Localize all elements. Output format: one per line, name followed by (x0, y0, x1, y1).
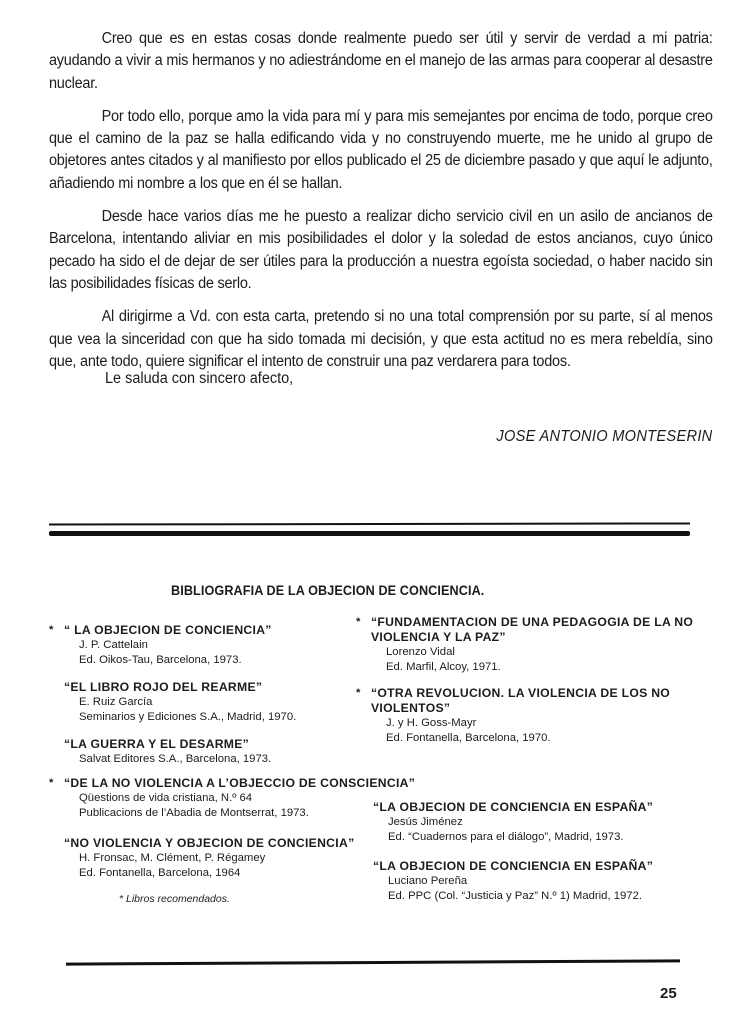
entry-line: Ed. Fontanella, Barcelona, 1970. (386, 732, 551, 744)
entry-title: “LA OBJECION DE CONCIENCIA EN ESPAÑA” (373, 800, 654, 814)
letter-signature: JOSE ANTONIO MONTESERIN (496, 428, 713, 445)
entry-title: “LA GUERRA Y EL DESARME” (64, 737, 250, 751)
letter-closing: Le saluda con sincero afecto, (105, 370, 294, 387)
bibliography-entry (64, 680, 364, 725)
bibliography-entry (373, 800, 713, 845)
entry-title: “ LA OBJECION DE CONCIENCIA” (64, 623, 272, 637)
entry-line: Ed. PPC (Col. “Justicia y Paz” N.º 1) Madrid, 1972. (388, 890, 642, 902)
page-number: 25 (660, 985, 677, 1002)
divider-bottom (66, 959, 680, 965)
letter-body (49, 28, 713, 445)
entry-line: Salvat Editores S.A., Barcelona, 1973. (79, 753, 272, 765)
entry-line: Ed. Marfil, Alcoy, 1971. (386, 661, 501, 673)
entry-line: Ed. Fontanella, Barcelona, 1964 (79, 867, 241, 879)
entry-title: “OTRA REVOLUCION. LA VIOLENCIA DE LOS NO VIOLENTOS” (371, 686, 671, 715)
divider-thin (49, 522, 690, 525)
entry-line: J. y H. Goss-Mayr (386, 717, 477, 729)
entry-line: Ed. Oikos-Tau, Barcelona, 1973. (79, 654, 242, 666)
letter-paragraph: Al dirigirme a Vd. con esta carta, pretendo si no una total comprensión por su parte, sí al menos que vea la sinceridad con que ha sido tomada mi decisión, y que esta actitud no es mera rebeldía, sino que, ante todo, quiere significar el intento de construir una paz verdarera para todos. (49, 308, 713, 370)
bibliography-title: BIBLIOGRAFIA DE LA OBJECION DE CONCIENCIA. (171, 583, 485, 598)
entry-line: Ed. “Cuadernos para el diálogo”, Madrid, 1973. (388, 831, 624, 843)
entry-line: Qüestions de vida cristiana, N.º 64 (79, 792, 253, 804)
entry-line: Lorenzo Vidal (386, 646, 455, 658)
entry-line: Seminarios y Ediciones S.A., Madrid, 1970. (79, 711, 297, 723)
entry-title: “FUNDAMENTACION DE UNA PEDAGOGIA DE LA NO VIOLENCIA Y LA PAZ” (371, 615, 694, 644)
entry-title: “EL LIBRO ROJO DEL REARME” (64, 680, 263, 694)
recommended-marker: * (356, 616, 361, 628)
divider-thick (49, 531, 690, 536)
bibliography-entry (356, 615, 701, 675)
entry-title: “LA OBJECION DE CONCIENCIA EN ESPAÑA” (373, 859, 654, 873)
letter-paragraph: Creo que es en estas cosas donde realmente puedo ser útil y servir de verdad a mi patria: ayudando a vivir a mis hermanos y no adiestrándome en el manejo de las armas para cooperar al desastre nuclear. (49, 30, 713, 92)
letter-paragraph: Desde hace varios días me he puesto a realizar dicho servicio civil en un asilo de ancianos de Barcelona, intentando aliviar en mis posibilidades el dolor y la soledad de estos ancianos, cuyo único pecado ha sido el de dejar de ser útiles para la producción a nuestra egoísta sociedad, o haber nacido sin las posibilidades físicas de serlo. (49, 208, 713, 292)
bibliography-entry (49, 623, 364, 668)
bibliography-entry (64, 836, 374, 881)
bibliography-entry (356, 686, 701, 746)
recommended-marker: * (49, 777, 54, 789)
bibliography-entry (373, 859, 718, 904)
entry-line: J. P. Cattelain (79, 639, 148, 651)
letter-paragraph: Por todo ello, porque amo la vida para mí y para mis semejantes por encima de todo, porque creo que el camino de la paz se halla edificando vida y no construyendo muerte, me he unido al grupo de objetores antes citados y al manifiesto por ellos publicado el 25 de diciembre pasado y que aquí le adjunto, añadiendo mi nombre a los que en él se hallan. (49, 107, 713, 192)
entry-line: Luciano Pereña (388, 875, 468, 887)
entry-line: H. Fronsac, M. Clément, P. Régamey (79, 852, 266, 864)
entry-line: Publicacions de l’Abadia de Montserrat, 1973. (79, 807, 309, 819)
entry-line: Jesús Jiménez (388, 816, 463, 828)
recommended-marker: * (49, 624, 54, 636)
entry-title: “NO VIOLENCIA Y OBJECION DE CONCIENCIA” (64, 836, 355, 850)
entry-title: “DE LA NO VIOLENCIA A L’OBJECCIO DE CONSCIENCIA” (64, 776, 416, 790)
bibliography-entry (64, 737, 364, 767)
recommended-marker: * (356, 687, 361, 699)
entry-line: E. Ruiz García (79, 696, 153, 708)
recommended-books-note: * Libros recomendados. (119, 893, 230, 905)
